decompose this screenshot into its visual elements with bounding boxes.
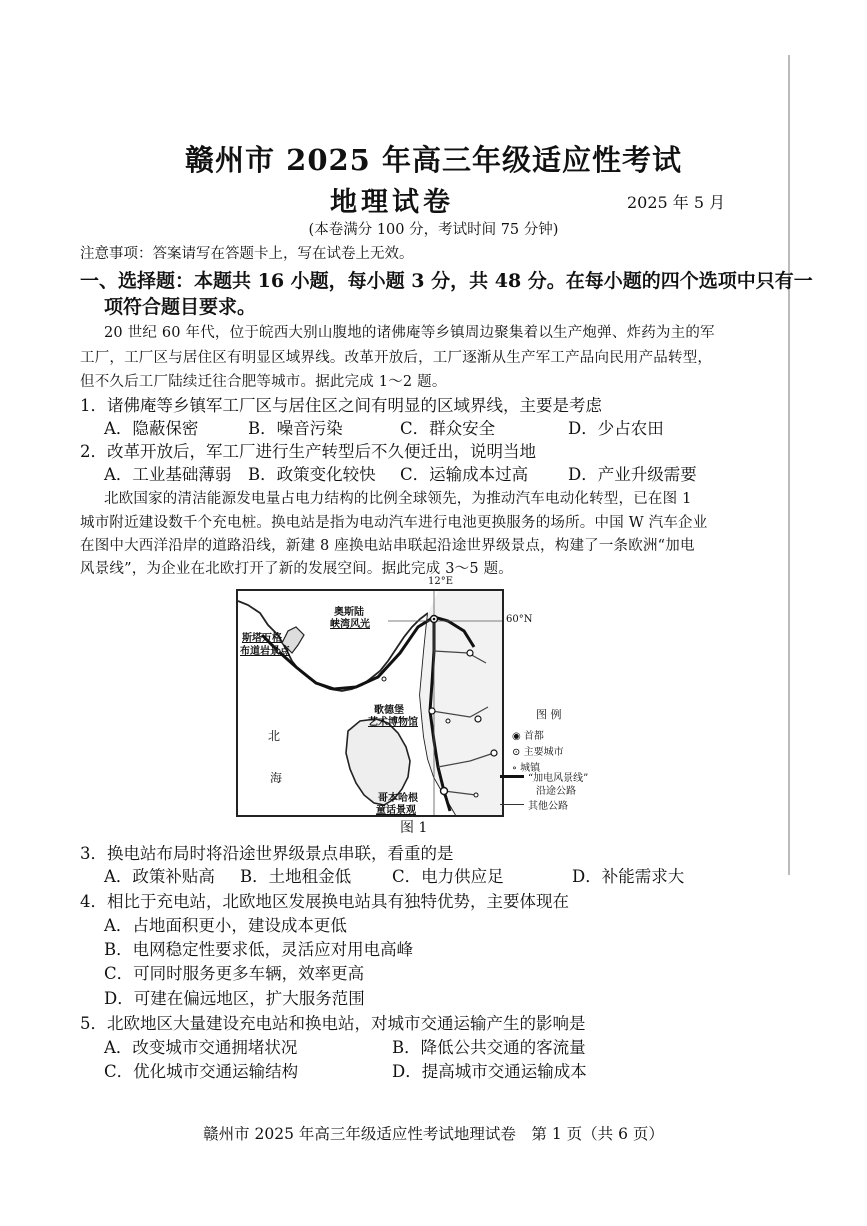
q4-option-b: B．电网稳定性要求低，灵活应对用电高峰 [104, 940, 414, 959]
q2-option-c: C．运输成本过高 [400, 465, 529, 484]
legend-scenic-road-line [500, 775, 524, 778]
question-2-stem: 2．改革开放后，军工厂进行生产转型后不久便迁出，说明当地 [80, 442, 536, 461]
map-longitude-label: 12°E [428, 576, 454, 587]
legend-scenic-road-label2: 沿途公路 [536, 786, 576, 797]
section-heading-cont: 项符合题目要求。 [104, 296, 257, 318]
q2-option-a: A．工业基础薄弱 [104, 465, 232, 484]
label-oslo-sub: 峡湾风光 [330, 619, 370, 630]
label-stavanger: 斯塔万格 [242, 633, 282, 644]
q3-option-a: A．政策补贴高 [104, 867, 215, 886]
legend-town: ∘ 城镇 [512, 763, 541, 774]
passage2-line: 北欧国家的清洁能源发电量占电力结构的比例全球领先，为推动汽车电动化转型，已在图 1 [104, 491, 692, 507]
town-marker [446, 719, 450, 723]
city-marker [467, 650, 473, 656]
q4-option-c: C．可同时服务更多车辆，效率更高 [104, 964, 365, 983]
passage1-line: 20 世纪 60 年代，位于皖西大别山腹地的诸佛庵等乡镇周边聚集着以生产炮弹、炸药为主的军 [104, 325, 715, 341]
question-3-stem: 3．换电站布局时将沿途世界级景点串联，看重的是 [80, 844, 454, 863]
figure-caption: 图 1 [400, 820, 428, 836]
label-copenhagen: 哥本哈根 [378, 793, 418, 804]
exam-subject: 地理试卷 [330, 187, 454, 218]
q2-option-d: D．产业升级需要 [568, 465, 697, 484]
q5-option-a: A．改变城市交通拥堵状况 [104, 1038, 298, 1057]
section-heading: 一、选择题：本题共 16 小题，每小题 3 分，共 48 分。在每小题的四个选项中只有一 [80, 270, 813, 292]
q1-option-a: A．隐蔽保密 [104, 419, 199, 438]
label-stavanger-sub: 布道岩景点 [240, 646, 290, 657]
legend-other-road-label: 其他公路 [528, 801, 568, 812]
town-marker [382, 677, 386, 681]
land-shading [420, 591, 502, 815]
notice: 注意事项：答案请写在答题卡上，写在试卷上无效。 [80, 246, 414, 262]
passage2-line: 城市附近建设数千个充电桩。换电站是指为电动汽车进行电池更换服务的场所。中国 W 汽车企业 [80, 515, 708, 531]
q1-option-b: B．噪音污染 [248, 419, 343, 438]
q5-option-c: C．优化城市交通运输结构 [104, 1062, 299, 1081]
capital-dot [433, 618, 436, 621]
q1-option-d: D．少占农田 [568, 419, 664, 438]
map-latitude-label: 60°N [506, 614, 533, 625]
sea-label-sea: 海 [270, 771, 283, 785]
legend-capital: ◉ 首都 [512, 731, 544, 742]
city-marker [491, 750, 497, 756]
legend-title: 图 例 [536, 708, 562, 721]
sea-label-north: 北 [268, 729, 281, 743]
question-5-stem: 5．北欧地区大量建设充电站和换电站，对城市交通运输产生的影响是 [80, 1014, 586, 1033]
page-footer: 赣州市 2025 年高三年级适应性考试地理试卷 第 1 页（共 6 页） [203, 1125, 664, 1143]
label-goteborg-sub: 艺术博物馆 [368, 717, 418, 728]
passage1-line: 工厂，工厂区与居住区有明显区域界线。改革开放后，工厂逐渐从生产军工产品向民用产品转型， [80, 350, 713, 366]
q5-option-d: D．提高城市交通运输成本 [392, 1062, 587, 1081]
q2-option-b: B．政策变化较快 [248, 465, 376, 484]
city-symbol-icon: ⊙ [512, 747, 521, 758]
legend-other-road-line [500, 804, 524, 805]
q4-option-a: A．占地面积更小，建设成本更低 [104, 916, 347, 935]
exam-date: 2025 年 5 月 [627, 193, 726, 212]
question-1-stem: 1．诸佛庵等乡镇军工厂区与居住区之间有明显的区域界线，主要是考虑 [80, 396, 602, 415]
town-marker [474, 793, 478, 797]
q3-option-d: D．补能需求大 [572, 867, 685, 886]
q5-option-b: B．降低公共交通的客流量 [392, 1038, 586, 1057]
label-copenhagen-sub: 童话景观 [376, 805, 416, 816]
label-oslo: 奥斯陆 [334, 607, 364, 618]
q3-option-b: B．土地租金低 [240, 867, 352, 886]
label-goteborg: 歌德堡 [374, 705, 404, 716]
exam-title: 赣州市 2025 年高三年级适应性考试 [185, 143, 682, 177]
passage2-line: 风景线”，为企业在北欧打开了新的发展空间。据此完成 3～5 题。 [80, 561, 513, 577]
legend-major-city: ⊙ 主要城市 [512, 747, 564, 758]
city-marker [475, 716, 481, 722]
town-symbol-icon: ∘ [512, 763, 517, 774]
q1-option-c: C．群众安全 [400, 419, 496, 438]
capital-symbol-icon: ◉ [512, 731, 521, 742]
question-4-stem: 4．相比于充电站，北欧地区发展换电站具有独特优势，主要体现在 [80, 892, 569, 911]
q4-option-d: D．可建在偏远地区，扩大服务范围 [104, 989, 365, 1008]
legend-scenic-road-label: “加电风景线” [528, 773, 589, 784]
capital-marker [441, 788, 448, 795]
q3-option-c: C．电力供应足 [392, 867, 504, 886]
city-marker [429, 708, 435, 714]
passage2-line: 在图中大西洋沿岸的道路沿线，新建 8 座换电站串联起沿途世界级景点，构建了一条欧洲“加电 [80, 538, 695, 554]
passage1-line: 但不久后工厂陆续迁往合肥等城市。据此完成 1～2 题。 [80, 374, 447, 390]
score-info: (本卷满分 100 分，考试时间 75 分钟) [308, 222, 559, 238]
